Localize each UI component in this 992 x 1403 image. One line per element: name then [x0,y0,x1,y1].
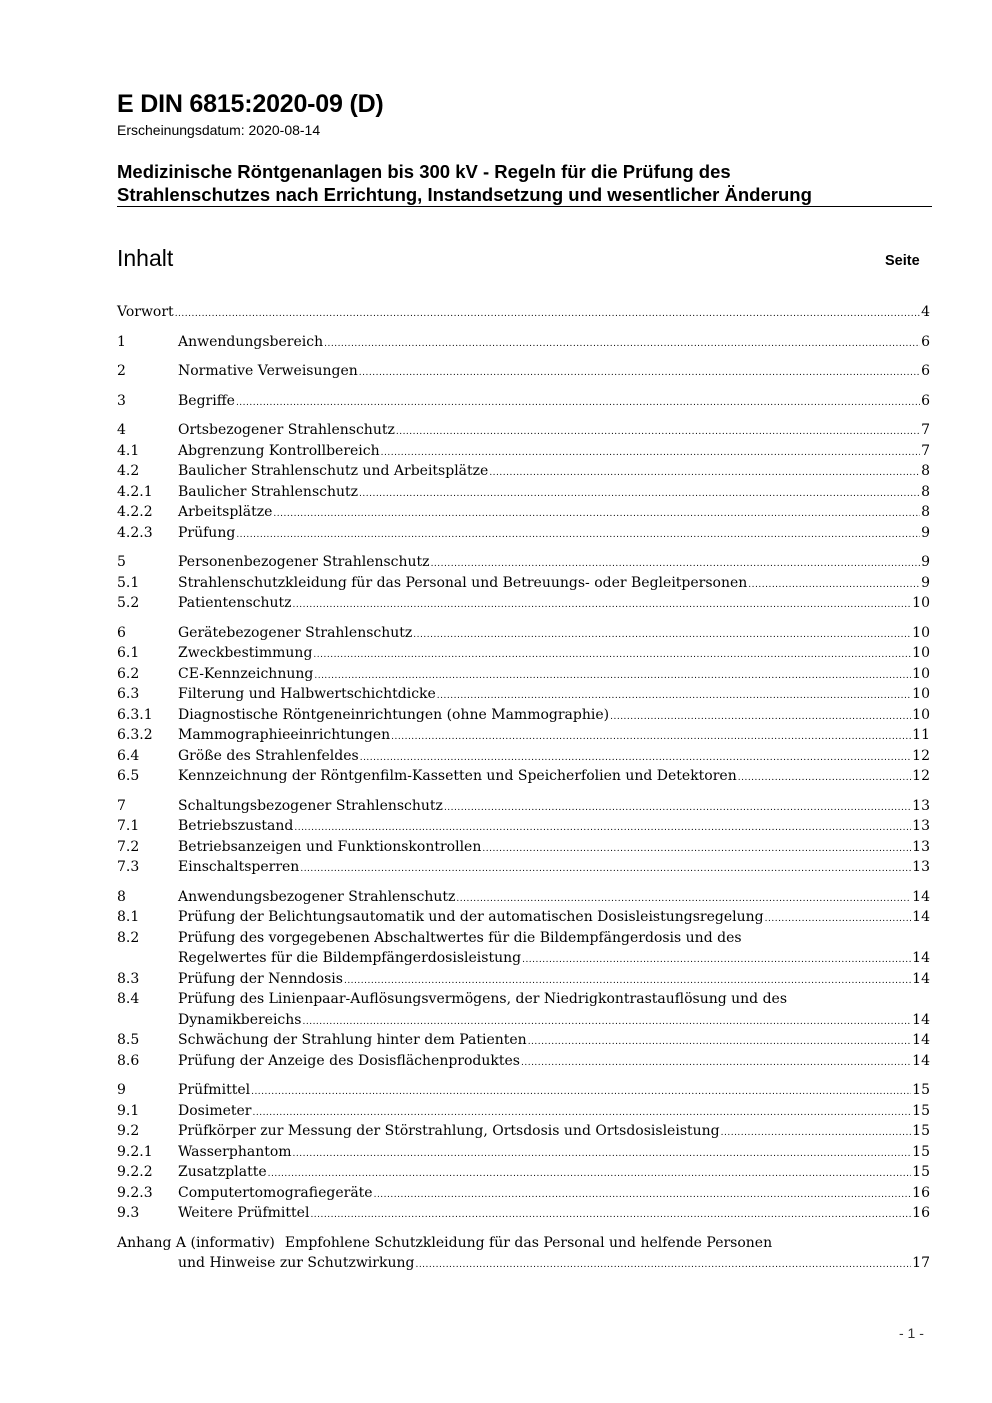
toc-entry-page: 7 [921,422,930,438]
toc-leader [251,1080,911,1103]
toc-entry[interactable] [117,593,930,614]
toc-entry-number: 9.1 [117,1102,140,1119]
toc-group [117,361,930,382]
toc-entry-number: 5.1 [117,574,140,591]
toc-entry-page: 8 [921,483,930,500]
toc-entry[interactable] [117,837,930,858]
toc-leader [482,837,911,860]
toc-leader [415,1253,911,1276]
toc-entry[interactable] [117,573,930,594]
toc-entry-text: Empfohlene Schutzkleidung für das Personal und helfende Personen [284,1234,773,1251]
toc-leader [521,1051,911,1074]
toc-leader [748,573,920,596]
toc-leader [489,461,920,484]
toc-entry[interactable] [117,441,930,462]
toc-entry-page: 15 [912,1123,930,1139]
toc-entry-page: 15 [912,1164,930,1180]
toc-entry-text: und Hinweise zur Schutzwirkung [178,1255,415,1271]
toc-entry-number: 8.2 [117,929,140,946]
toc-entry-text: Filterung und Halbwertschichtdicke [178,686,436,702]
toc-page-label: Seite [885,253,920,269]
toc-leader [359,361,920,384]
toc-entry-page: 14 [912,1011,930,1028]
toc-entry[interactable] [117,766,930,787]
toc-leader [273,502,920,525]
toc-leader [175,302,920,325]
toc-entry-number: 7.2 [117,838,140,855]
toc-entry[interactable] [117,725,930,746]
toc-entry-number: 6.3.2 [117,727,153,743]
toc-entry-text: Betriebszustand [178,818,294,834]
toc-entry-page: 14 [912,1052,930,1069]
toc-entry-page: 14 [912,950,930,966]
toc-entry-page: 12 [912,768,930,784]
toc-leader [293,1142,912,1165]
toc-entry-text: Baulicher Strahlenschutz [178,483,359,500]
toc-entry-text: Prüfung des vorgegebenen Abschaltwertes für die Bildempfängerdosis und des [178,929,742,946]
toc-leader [314,664,911,687]
toc-entry-text: Regelwertes für die Bildempfängerdosisleistung [178,950,522,966]
toc-entry[interactable] [117,361,930,382]
toc-entry-text: Prüfung der Nenndosis [178,970,343,987]
toc-leader [360,746,911,769]
toc-entry-text: Wasserphantom [178,1143,292,1160]
toc-entry-text: Prüfung des Linienpaar-Auflösungsvermögens, der Niedrigkontrastauflösung und des [178,991,788,1007]
toc-entry[interactable] [117,420,930,441]
toc-entry[interactable] [117,461,930,482]
toc-entry-page: 11 [912,727,930,743]
toc-leader [610,705,911,728]
toc-entry[interactable] [117,664,930,685]
toc-entry-page: 6 [921,333,930,350]
toc-entry[interactable] [117,989,930,1010]
toc-entry-page: 15 [912,1143,930,1160]
toc-entry-page: 8 [921,504,930,520]
toc-entry-number: 8 [117,888,126,905]
toc-annex-label: Anhang A (informativ) [117,1234,275,1251]
toc-group [117,332,930,353]
toc-entry-page: 13 [912,859,930,875]
toc-entry[interactable] [117,332,930,353]
toc-entry-text: Strahlenschutzkleidung für das Personal und Betreuungs- oder Begleitpersonen [178,574,748,591]
toc-entry-text: Prüfung [178,524,236,541]
toc-group [117,391,930,412]
document-title [117,160,932,206]
toc-leader [374,1183,912,1206]
toc-entry-number: 9.2.1 [117,1143,153,1160]
toc-entry-annex[interactable] [117,1233,930,1254]
toc-entry-page: 9 [921,524,930,541]
publication-date: Erscheinungsdatum: 2020-08-14 [117,122,321,138]
toc-entry-page: 12 [912,747,930,764]
toc-entry[interactable] [117,552,930,573]
toc-entry-text: Computertomografiegeräte [178,1184,373,1201]
toc-entry-number: 6.2 [117,665,140,682]
toc-entry-text: Abgrenzung Kontrollbereich [178,442,380,459]
toc-group [117,302,930,323]
toc-entry-text: Patientenschutz [178,595,292,611]
toc-entry-page: 10 [912,665,930,682]
toc-entry-number: 1 [117,333,126,350]
toc-leader [444,796,911,819]
toc-entry-page: 10 [912,595,930,611]
document-id: E DIN 6815:2020-09 (D) [117,90,384,118]
toc-entry-text: Schwächung der Strahlung hinter dem Patienten [178,1032,527,1048]
toc-entry-number: 6.4 [117,747,140,764]
toc-entry-text: Personenbezogener Strahlenschutz [178,554,430,570]
toc-entry-text: Baulicher Strahlenschutz und Arbeitsplätze [178,463,489,479]
toc-entry-page: 16 [912,1205,930,1221]
toc-entry[interactable] [117,907,930,928]
toc-entry-text: Normative Verweisungen [178,363,358,379]
toc-entry-text: Prüfung der Anzeige des Dosisflächenproduktes [178,1052,520,1069]
toc-entry-number: 4.1 [117,442,140,459]
title-rule [117,206,932,207]
toc-entry-number: 7.3 [117,859,140,875]
toc-entry-number: 9.2.2 [117,1164,153,1180]
toc-entry[interactable] [117,684,930,705]
toc-entry[interactable] [117,643,930,664]
toc-entry[interactable] [117,623,930,644]
toc-entry-number: 5 [117,554,126,570]
toc-entry-number: 8.3 [117,970,140,987]
toc-entry-number: 4.2.3 [117,524,153,541]
toc-entry-page: 10 [912,706,930,723]
page-number: - 1 - [899,1325,924,1341]
toc-entry-number: 8.5 [117,1032,140,1048]
toc-entry-text: Dynamikbereichs [178,1011,302,1028]
toc-leader [738,766,911,789]
toc-entry-text: Vorwort [117,304,174,320]
toc-group [117,623,930,787]
toc-entry-text: Gerätebezogener Strahlenschutz [178,624,413,641]
toc-entry[interactable] [117,969,930,990]
toc-entry-text: Zweckbestimmung [178,645,313,661]
toc-leader [236,391,920,414]
toc-entry-text: Größe des Strahlenfeldes [178,747,359,764]
toc-entry[interactable] [117,1101,930,1122]
toc-entry-text: Arbeitsplätze [178,504,273,520]
toc-leader [294,816,911,839]
toc-leader [456,887,911,910]
toc-entry-text: Schaltungsbezogener Strahlenschutz [178,797,443,814]
toc-leader [252,1101,911,1124]
toc-entry-number: 4.2.2 [117,504,153,520]
toc-entry[interactable] [117,857,930,878]
toc-entry[interactable] [117,887,930,908]
toc-leader [310,1203,911,1226]
toc-entry[interactable] [117,705,930,726]
toc-entry-number: 8.4 [117,991,140,1007]
toc-leader [302,1010,911,1033]
toc-entry-page: 10 [912,686,930,702]
toc-entry-text: Anwendungsbereich [178,333,324,350]
toc-entry[interactable] [117,1080,930,1101]
toc-leader [413,623,911,646]
toc-entry-page: 10 [912,645,930,661]
toc-leader [431,552,921,575]
toc-group-annex [117,1233,930,1274]
toc-heading: Inhalt [117,245,174,271]
toc-entry-page: 14 [912,1032,930,1048]
toc-entry-continuation[interactable] [117,1010,930,1031]
toc-entry[interactable] [117,482,930,503]
toc-entry-page: 13 [912,797,930,814]
toc-entry-number: 7 [117,797,126,814]
toc-entry-number: 6.1 [117,645,140,661]
toc-entry-page: 14 [912,970,930,987]
toc-leader [437,684,911,707]
toc-entry[interactable] [117,1183,930,1204]
toc-leader [765,907,912,930]
toc-group [117,420,930,543]
toc-entry-text: Mammographieeinrichtungen [178,727,391,743]
toc-entry-page: 9 [921,554,930,570]
toc-entry-text: Kennzeichnung der Röntgenfilm-Kassetten und Speicherfolien und Detektoren [178,768,737,784]
toc-entry[interactable] [117,1162,930,1183]
toc-entry-number: 9.2 [117,1123,140,1139]
toc-entry[interactable] [117,1203,930,1224]
toc-leader [344,969,911,992]
title-line: Strahlenschutzes nach Errichtung, Instandsetzung und wesentlicher Änderung [117,184,812,205]
toc-entry-page: 14 [912,909,930,925]
toc-leader [391,725,911,748]
toc-entry-continuation[interactable] [117,1253,930,1274]
toc-entry-page: 13 [912,818,930,834]
toc-group [117,887,930,1072]
toc-entry-number: 5.2 [117,595,140,611]
toc-entry-page: 8 [921,463,930,479]
toc-entry-text: Dosimeter [178,1102,252,1119]
toc-leader [324,332,920,355]
toc-entry-text: Einschaltsperren [178,859,300,875]
toc-entry[interactable] [117,746,930,767]
toc-entry-number: 4 [117,422,126,438]
toc-entry-text: CE-Kennzeichnung [178,665,314,682]
toc-entry-number: 6 [117,624,126,641]
toc-entry-number: 3 [117,392,126,409]
toc-entry[interactable] [117,502,930,523]
toc-entry-text: Zusatzplatte [178,1164,267,1180]
toc-leader [300,857,911,880]
toc-group [117,1080,930,1224]
toc-leader [293,593,912,616]
toc-entry-number: 6.3.1 [117,706,153,723]
toc-entry[interactable] [117,1030,930,1051]
toc-entry-page: 16 [912,1184,930,1201]
toc-entry-page: 6 [921,392,930,409]
toc-leader [268,1162,912,1185]
toc-entry[interactable] [117,796,930,817]
toc-entry-page: 9 [921,574,930,591]
toc-leader [359,482,920,505]
toc-entry-number: 8.6 [117,1052,140,1069]
toc-entry-number: 9 [117,1082,126,1098]
toc-entry-page: 14 [912,888,930,905]
toc-group [117,796,930,878]
toc-leader [522,948,911,971]
toc-entry-text: Prüfmittel [178,1082,251,1098]
toc-entry-number: 4.2.1 [117,483,153,500]
table-of-contents [117,302,930,1283]
toc-entry-continuation[interactable] [117,948,930,969]
toc-entry-page: 10 [912,624,930,641]
toc-entry-page: 13 [912,838,930,855]
toc-entry-text: Betriebsanzeigen und Funktionskontrollen [178,838,482,855]
toc-entry-page: 4 [921,304,930,320]
toc-entry-page: 6 [921,363,930,379]
toc-leader [396,420,920,443]
toc-entry-number: 6.3 [117,686,140,702]
toc-entry-text: Ortsbezogener Strahlenschutz [178,422,395,438]
toc-entry-page: 17 [912,1255,930,1271]
toc-entry-text: Diagnostische Röntgeneinrichtungen (ohne Mammographie) [178,706,610,723]
toc-entry-text: Prüfkörper zur Messung der Störstrahlung, Ortsdosis und Ortsdosisleistung [178,1123,720,1139]
toc-entry-number: 6.5 [117,768,140,784]
toc-entry-page: 15 [912,1082,930,1098]
toc-entry-text: Begriffe [178,392,235,409]
toc-entry-number: 9.2.3 [117,1184,153,1201]
toc-entry-number: 9.3 [117,1205,140,1221]
toc-entry-number: 8.1 [117,909,140,925]
toc-entry-text: Prüfung der Belichtungsautomatik und der automatischen Dosisleistungsregelung [178,909,764,925]
title-line: Medizinische Röntgenanlagen bis 300 kV - Regeln für die Prüfung des [117,161,731,182]
toc-entry-text: Weitere Prüfmittel [178,1205,310,1221]
toc-entry-number: 7.1 [117,818,140,834]
toc-entry[interactable] [117,928,930,949]
toc-entry[interactable] [117,1051,930,1072]
toc-leader [381,441,920,464]
toc-entry-page: 7 [921,442,930,459]
toc-entry-vorwort[interactable] [117,302,930,323]
toc-leader [236,523,920,546]
toc-entry-number: 4.2 [117,463,140,479]
toc-entry-page: 15 [912,1102,930,1119]
toc-entry[interactable] [117,1142,930,1163]
toc-entry-text: Anwendungsbezogener Strahlenschutz [178,888,456,905]
toc-leader [528,1030,911,1053]
toc-leader [313,643,911,666]
toc-group [117,552,930,614]
toc-entry[interactable] [117,816,930,837]
toc-entry[interactable] [117,523,930,544]
toc-entry-number: 2 [117,363,126,379]
toc-entry[interactable] [117,391,930,412]
toc-entry[interactable] [117,1121,930,1142]
toc-leader [721,1121,912,1144]
